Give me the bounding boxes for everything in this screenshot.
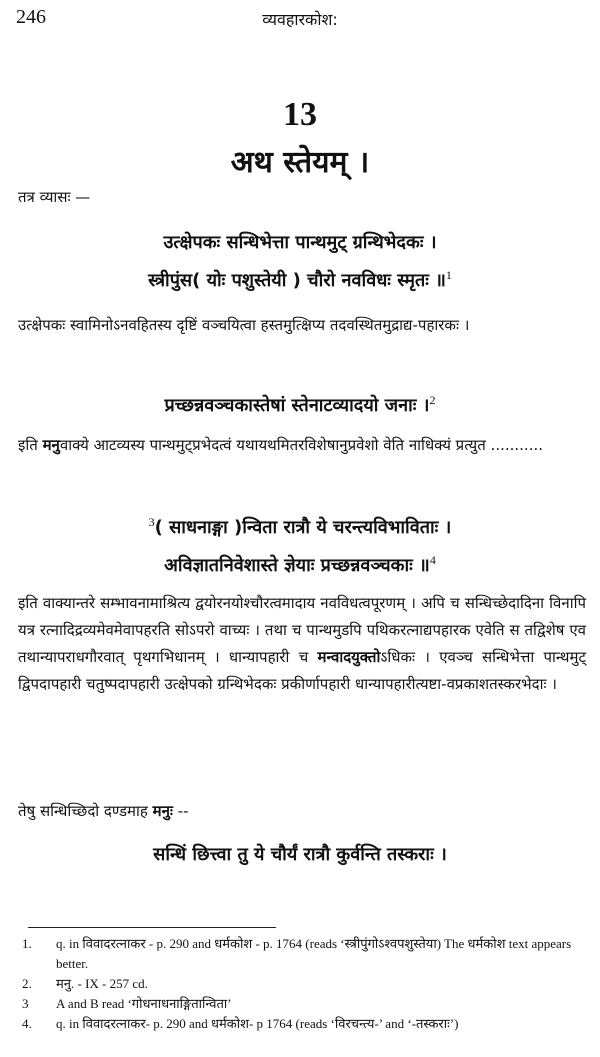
paragraph-2-start: इति xyxy=(18,436,43,454)
paragraph-4 xyxy=(18,798,586,825)
verse-4-line-1: सन्धिं छित्त्वा तु ये चौर्यं रात्रौ कुर्वन्ति तस्कराः । xyxy=(153,844,447,865)
paragraph-3 xyxy=(18,590,586,698)
verse-1 xyxy=(0,226,600,297)
verse-3-footnote-ref-pre: 3 xyxy=(148,515,155,529)
footnote-2 xyxy=(22,974,588,994)
paragraph-4-bold: मनुः xyxy=(152,802,173,820)
footnote-3-text: A and B read ‘गोधनाधनाङ्गितान्विता’ xyxy=(56,996,232,1011)
paragraph-4-start: तेषु सन्धिच्छिदो दण्डमाह xyxy=(18,802,153,820)
chapter-number: 13 xyxy=(283,96,317,133)
running-header xyxy=(16,6,584,36)
intro-line: तत्र व्यासः — xyxy=(18,188,91,206)
verse-3-footnote-ref: 4 xyxy=(429,553,436,567)
verse-1-line-1: उत्क्षेपकः सन्धिभेत्ता पान्थमुट् ग्रन्थिभेदकः । xyxy=(163,232,437,253)
paragraph-2-bold: मनु xyxy=(42,436,60,454)
footnote-divider xyxy=(28,927,276,928)
footnote-1-number: 1. xyxy=(22,936,32,951)
verse-2-line-1-text: प्रच्छन्नवञ्चकास्तेषां स्तेनाटव्यादयो जनाः । xyxy=(164,395,430,416)
paragraph-4-rest: -- xyxy=(172,802,189,820)
verse-1-line-2-text: स्त्रीपुंस( योः पशुस्तेयी ) चौरो नवविधः स्मृतः ॥ xyxy=(148,270,446,291)
page-number: 246 xyxy=(16,6,46,28)
verse-3-line-2 xyxy=(0,544,600,582)
footnote-1-text: q. in विवादरत्नाकर - p. 290 and धर्मकोश - p. 1764 (reads ‘स्त्रीपुंगोऽश्वपशुस्तेया) The धर्मकोश text appears better. xyxy=(56,936,572,971)
footnote-3 xyxy=(22,994,588,1014)
verse-3-line-1-text: ( साधनाङ्गा )न्विता रात्रौ ये चरन्त्यविभाविताः । xyxy=(154,517,452,538)
footnote-4-text: q. in विवादरत्नाकर- p. 290 and धर्मकोश- p 1764 (reads ‘विरचन्त्य-’ and ‘-तस्कराः’) xyxy=(56,1016,459,1031)
verse-2-footnote-ref: 2 xyxy=(429,393,436,407)
verse-2 xyxy=(0,384,600,422)
paragraph-3-bold: मन्वादयुक्तो xyxy=(317,648,381,666)
paragraph-3-part-1: इति वाक्यान्तरे सम्भावनामाश्रित्य द्वयोरनयोश्चौरत्वमादाय नवविधत्वपूरणम् । अपि च सन्धिच्छेदादिना विनापि यत्र रत्नादिद्रव्यमेवमेवापहरति सोऽपरो वाच्यः । तथा च पान्थमुडपि पथिकरत्नाद्यपहारक एवेति स तद्विशेष एव तथान्यापराधगौरवात् पृथगभिधानम् । धान्यापहारी च xyxy=(18,594,586,666)
footnote-4 xyxy=(22,1014,588,1034)
running-title: व्यवहारकोश: xyxy=(262,10,338,29)
verse-2-line-1 xyxy=(0,384,600,422)
verse-3 xyxy=(0,506,600,582)
paragraph-1: उत्क्षेपकः स्वामिनोऽनवहितस्य दृष्टिं वञ्चयित्वा हस्तमुत्क्षिप्य तदवस्थितमुद्राद्य-पहारकः । xyxy=(18,316,470,334)
paragraph-2-rest: वाक्ये आटव्यस्य पान्थमुट्प्रभेदत्वं यथायथमितरविशेषानुप्रवेशो वेति नाधिक्यं प्रत्युत ........... xyxy=(59,436,544,454)
verse-1-footnote-ref: 1 xyxy=(445,268,452,282)
footnote-3-number: 3 xyxy=(22,996,29,1011)
paragraph-2 xyxy=(18,432,586,459)
verse-3-line-1 xyxy=(0,506,600,544)
paragraph-3-part-2: ऽधिकः । एवञ्च सन्धिभेत्ता पान्थमुट् द्विपदापहारी चतुष्पदापहारी उत्क्षेपको ग्रन्थिभेदकः प्रकीर्णापहारी धान्यापहारीत्यष्टा-वप्रकाशतस्करभेदाः । xyxy=(18,648,587,693)
footnotes xyxy=(22,934,588,1034)
verse-3-line-2-text: अविज्ञातनिवेशास्ते ज्ञेयाः प्रच्छन्नवञ्चकाः ॥ xyxy=(164,555,430,576)
verse-4 xyxy=(0,838,600,871)
footnote-2-number: 2. xyxy=(22,976,32,991)
footnote-2-text: मनु. - IX - 257 cd. xyxy=(56,976,148,991)
verse-1-line-2 xyxy=(0,259,600,297)
footnote-4-number: 4. xyxy=(22,1016,32,1031)
footnote-1 xyxy=(22,934,588,974)
chapter-title: अथ स्तेयम् । xyxy=(230,145,370,180)
